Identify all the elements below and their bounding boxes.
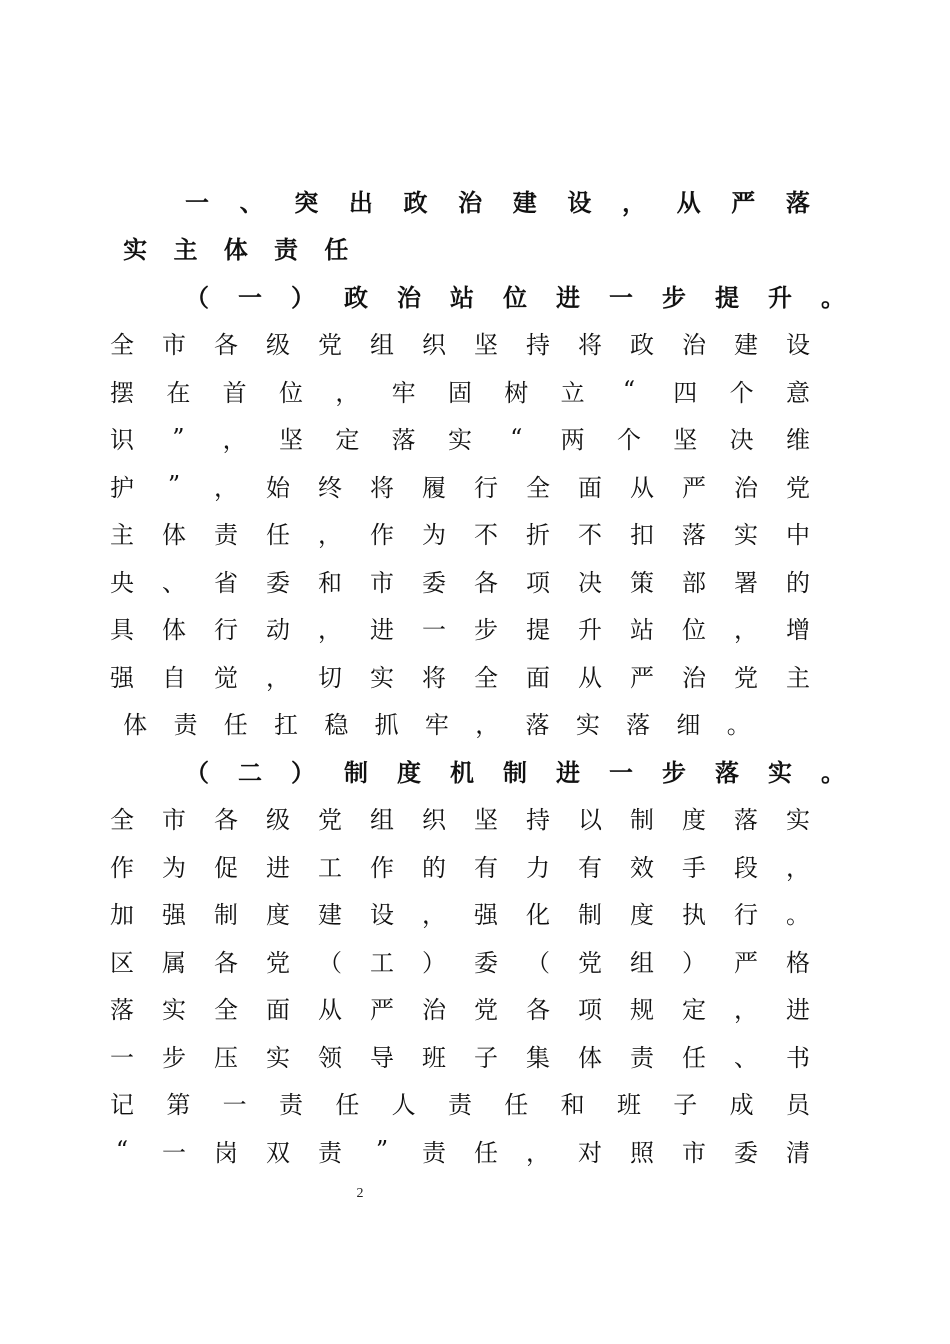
paragraph-line: 护 ” ， 始 终 将 履 行 全 面 从 严 治 党 bbox=[110, 471, 810, 502]
page-number: 2 bbox=[356, 1186, 364, 1201]
paragraph-line: 具 体 行 动 ， 进 一 步 提 升 站 位 ， 增 bbox=[110, 616, 810, 644]
paragraph-line: 一 步 压 实 领 导 班 子 集 体 责 任 、 书 bbox=[110, 1043, 810, 1072]
paragraph-line: 全 市 各 级 党 组 织 坚 持 以 制 度 落 实 bbox=[110, 806, 810, 834]
paragraph-line: 主 体 责 任 ， 作 为 不 折 不 扣 落 实 中 bbox=[110, 521, 810, 549]
paragraph-line: 央 、 省 委 和 市 委 各 项 决 策 部 署 的 bbox=[110, 568, 810, 597]
paragraph-line: 识 ” ， 坚 定 落 实 “ 两 个 坚 决 维 bbox=[110, 423, 810, 454]
section-subheading: （ 一 ） 政 治 站 位 进 一 步 提 升 。 bbox=[185, 283, 845, 312]
paragraph-line: 强 自 觉 ， 切 实 将 全 面 从 严 治 党 主 bbox=[110, 663, 810, 692]
heading-line: 实 主 体 责 任 bbox=[123, 236, 349, 264]
paragraph-line: 加 强 制 度 建 设 ， 强 化 制 度 执 行 。 bbox=[110, 901, 810, 929]
paragraph-line: 作 为 促 进 工 作 的 有 力 有 效 手 段 ， bbox=[110, 853, 810, 882]
paragraph-line: 记 第 一 责 任 人 责 任 和 班 子 成 员 bbox=[110, 1091, 810, 1119]
paragraph-line: 体 责 任 扛 稳 抓 牢 ， 落 实 落 细 。 bbox=[123, 711, 751, 739]
heading-line: 一 、 突 出 政 治 建 设 ， 从 严 落 bbox=[185, 188, 810, 217]
section-subheading: （ 二 ） 制 度 机 制 进 一 步 落 实 。 bbox=[185, 758, 845, 787]
paragraph-line: “ 一 岗 双 责 ” 责 任 ， 对 照 市 委 清 bbox=[115, 1136, 810, 1167]
paragraph-line: 区 属 各 党 （ 工 ） 委 （ 党 组 ） 严 格 bbox=[110, 948, 810, 977]
paragraph-line: 落 实 全 面 从 严 治 党 各 项 规 定 ， 进 bbox=[110, 996, 810, 1024]
paragraph-line: 摆 在 首 位 ， 牢 固 树 立 “ 四 个 意 bbox=[110, 376, 810, 407]
paragraph-line: 全 市 各 级 党 组 织 坚 持 将 政 治 建 设 bbox=[110, 331, 810, 359]
